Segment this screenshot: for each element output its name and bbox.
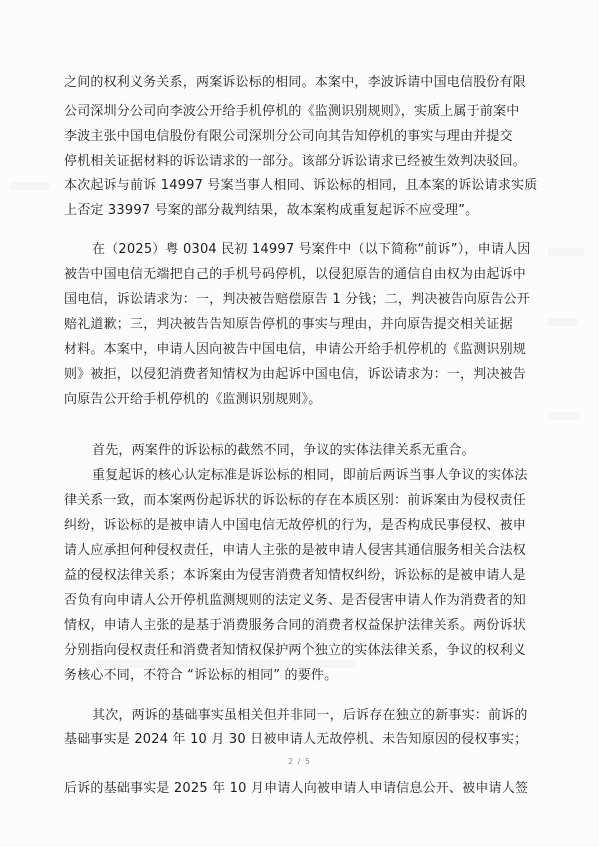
text-line: 李波主张中国电信股份有限公司深圳分公司向其告知停机的事实与理由并提交 [64, 129, 513, 144]
text-line: 情权，申请人主张的是基于消费服务合同的消费者权益保护法律关系。两份诉状 [64, 618, 527, 633]
text-line: 公司深圳分公司向李波公开给手机停机的《监测识别规则》，实质上属于前案中 [64, 104, 520, 119]
scan-artifact [548, 248, 584, 256]
text-line: 之间的权利义务关系，两案诉讼标的相同。本案中，李波诉请中国电信股份有限 [64, 75, 527, 90]
scan-artifact [10, 182, 50, 190]
text-line: 首先，两案件的诉讼标的截然不同，争议的实体法律关系无重合。 [92, 443, 475, 458]
text-line: 其次，两诉的基础事实虽相关但并非同一，后诉存在独立的新事实：前诉的 [92, 708, 528, 723]
text-line: 纠纷，诉讼标的是被申请人中国电信无故停机的行为，是否构成民事侵权、被申 [64, 518, 527, 533]
text-line: 赔礼道歉；三，判决被告告知原告停机的事实与理由，并向原告提交相关证据 [64, 317, 513, 332]
text-line: 否负有向申请人公开停机监测规则的法定义务、是否侵害申请人作为消费者的知 [64, 593, 527, 608]
text-line: 材料。本案中，申请人因向被告中国电信，申请公开给手机停机的《监测识别规 [64, 342, 527, 357]
text-line: 分别指向侵权责任和消费者知情权保护两个独立的实体法律关系，争议的权利义 [64, 643, 527, 658]
scan-artifact [548, 412, 580, 420]
text-line: 务核心不同，不符合 “诉讼标的相同” 的要件。 [64, 668, 338, 683]
scan-artifact [96, 660, 356, 668]
text-line: 上否定 33997 号案的部分裁判结果，故本案构成重复起诉不应受理”。 [64, 203, 479, 218]
text-line: 益的侵权法律关系；本诉案由为侵害消费者知情权纠纷，诉讼标的是被申请人是 [64, 568, 527, 583]
page-number: 2 / 5 [288, 757, 311, 766]
text-line: 被告中国电信无端把自己的手机号码停机，以侵犯原告的通信自由权为由起诉中 [64, 267, 527, 282]
text-line: 国电信，诉讼请求为：一，判决被告赔偿原告 1 分钱；二，判决被告向原告公开 [64, 292, 530, 307]
text-line: 请人应承担何种侵权责任，申请人主张的是被申请人侵害其通信服务相关合法权 [64, 543, 527, 558]
text-line: 后诉的基础事实是 2025 年 10 月申请人向被申请人申请信息公开、被申请人签 [64, 781, 529, 796]
text-line: 律关系一致，而本案两份起诉状的诉讼标的存在本质区别：前诉案由为侵权责任 [64, 493, 527, 508]
scan-artifact [548, 318, 578, 326]
text-line: 本次起诉与前诉 14997 号案当事人相同、诉讼标的相同，且本案的诉讼请求实质 [64, 178, 538, 193]
text-line: 则》被拒，以侵犯消费者知情权为由起诉中国电信，诉讼请求为：一，判决被告 [64, 367, 527, 382]
text-line: 向原告公开给手机停机的《监测识别规则》。 [64, 392, 322, 407]
text-line: 停机相关证据材料的诉讼请求的一部分。该部分诉讼请求已经被生效判决驳回。 [64, 154, 527, 169]
text-line: 重复起诉的核心认定标准是诉讼标的相同，即前后两诉当事人争议的实体法 [92, 468, 528, 483]
text-line: 在（2025）粤 0304 民初 14997 号案件中（以下简称“前诉”），申请人因 [92, 242, 531, 257]
text-line: 基础事实是 2024 年 10 月 30 日被申请人无故停机、未告知原因的侵权事实； [64, 732, 528, 747]
